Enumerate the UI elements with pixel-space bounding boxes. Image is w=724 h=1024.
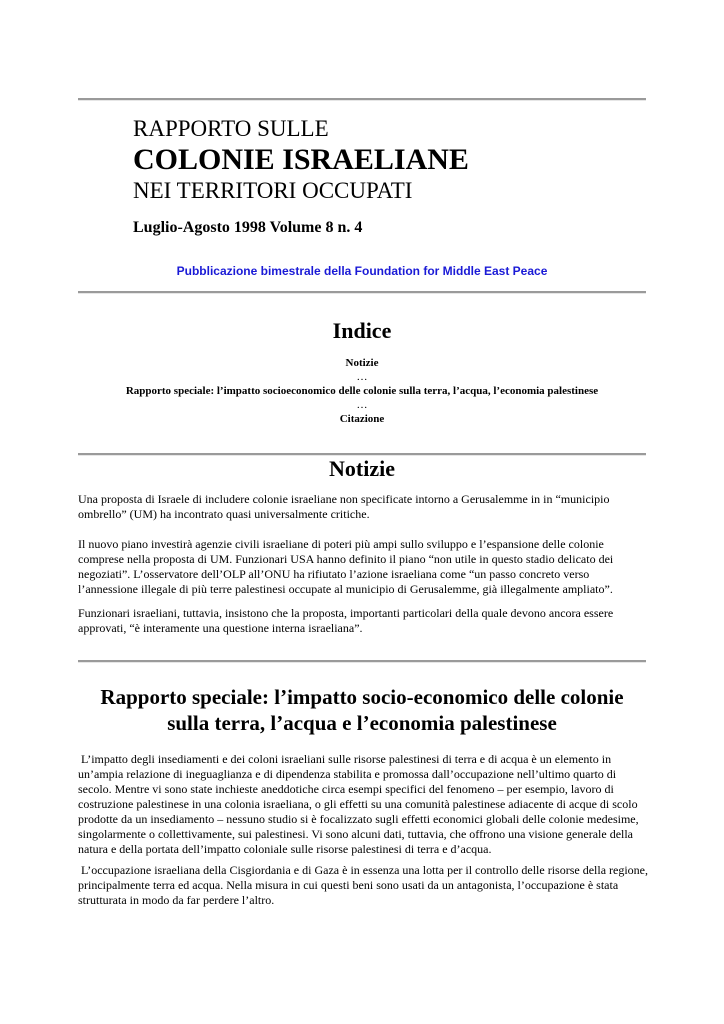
report-paragraph-2: L’occupazione israeliana della Cisgiordania e di Gaza è in essenza una lotta per il controllo delle risorse della regione, principalmente terra ed acqua. Nella misura in cui questi beni sono usati da un antagonista, l’occupazione è stata strutturata in modo da far perdere l’altro.	[78, 863, 651, 907]
report-heading: Rapporto speciale: l’impatto socio-economico delle colonie sulla terra, l’acqua e l’economia palestinese	[100, 685, 624, 735]
masthead-title: COLONIE ISRAELIANE	[133, 143, 469, 176]
report-paragraph-1: L’impatto degli insediamenti e dei coloni israeliani sulle risorse palestinesi di terra e di acqua è un elemento in un’ampia relazione di ineguaglianza e di dipendenza stabilita e promossa dall’occupazione nell’ultimo quarto di secolo. Mentre vi sono state inchieste aneddotiche circa esempi specifici del fenomeno – per esempio, lavoro di costruzione palestinese in una colonia israeliana, o gli effetti su una comunità palestinese adiacente di acque di scolo prodotte da un insediamento – nessuno studio si è focalizzato sugli effetti economici globali delle colonie medesime, singolarmente o collettivamente, sui palestinesi. Vi sono alcuni dati, tuttavia, che offrono una visione generale della natura e della portata dell’impatto coloniale sulle risorse palestinesi di terra e d’acqua.	[78, 752, 642, 856]
toc-item-news[interactable]: Notizie	[345, 357, 379, 369]
issue-info: Luglio-Agosto 1998 Volume 8 n. 4	[133, 219, 363, 236]
publication-line: Pubblicazione bimestrale della Foundation for Middle East Peace	[176, 264, 548, 278]
masthead-line-1: RAPPORTO SULLE	[133, 116, 329, 141]
index-heading: Indice	[332, 318, 392, 343]
toc-separator: …	[356, 371, 368, 383]
toc-item-special-report[interactable]: Rapporto speciale: l’impatto socioeconomico delle colonie sulla terra, l’acqua, l’economia palestinese	[125, 385, 599, 397]
table-of-contents	[78, 356, 646, 426]
top-rule	[78, 98, 646, 101]
news-heading: Notizie	[329, 456, 395, 481]
news-paragraph-2: Il nuovo piano investirà agenzie civili israeliane di poteri più ampi sullo sviluppo e l’espansione delle colonie comprese nella proposta di UM. Funzionari USA hanno definito il piano “non utile in questo stadio delicato dei negoziati”. L’osservatore dell’OLP all’ONU ha rifiutato l’azione israeliana come “un passo concreto verso l’annessione illegale di più terre palestinesi occupate al municipio di Gerusalemme, già illegalmente ampliato”.	[78, 537, 614, 596]
news-paragraph-1: Una proposta di Israele di includere colonie israeliane non specificate intorno a Gerusalemme in in “municipio ombrello” (UM) ha incontrato quasi universalmente critiche.	[78, 492, 610, 521]
news-paragraph-3: Funzionari israeliani, tuttavia, insistono che la proposta, importanti particolari della quale devono ancora essere approvati, “è interamente una questione interna israeliana”.	[78, 606, 614, 635]
rule-after-masthead	[78, 291, 646, 294]
masthead-line-3: NEI TERRITORI OCCUPATI	[133, 178, 413, 203]
toc-item-citation[interactable]: Citazione	[339, 413, 385, 425]
toc-separator: …	[356, 399, 368, 411]
rule-before-report	[78, 660, 646, 663]
